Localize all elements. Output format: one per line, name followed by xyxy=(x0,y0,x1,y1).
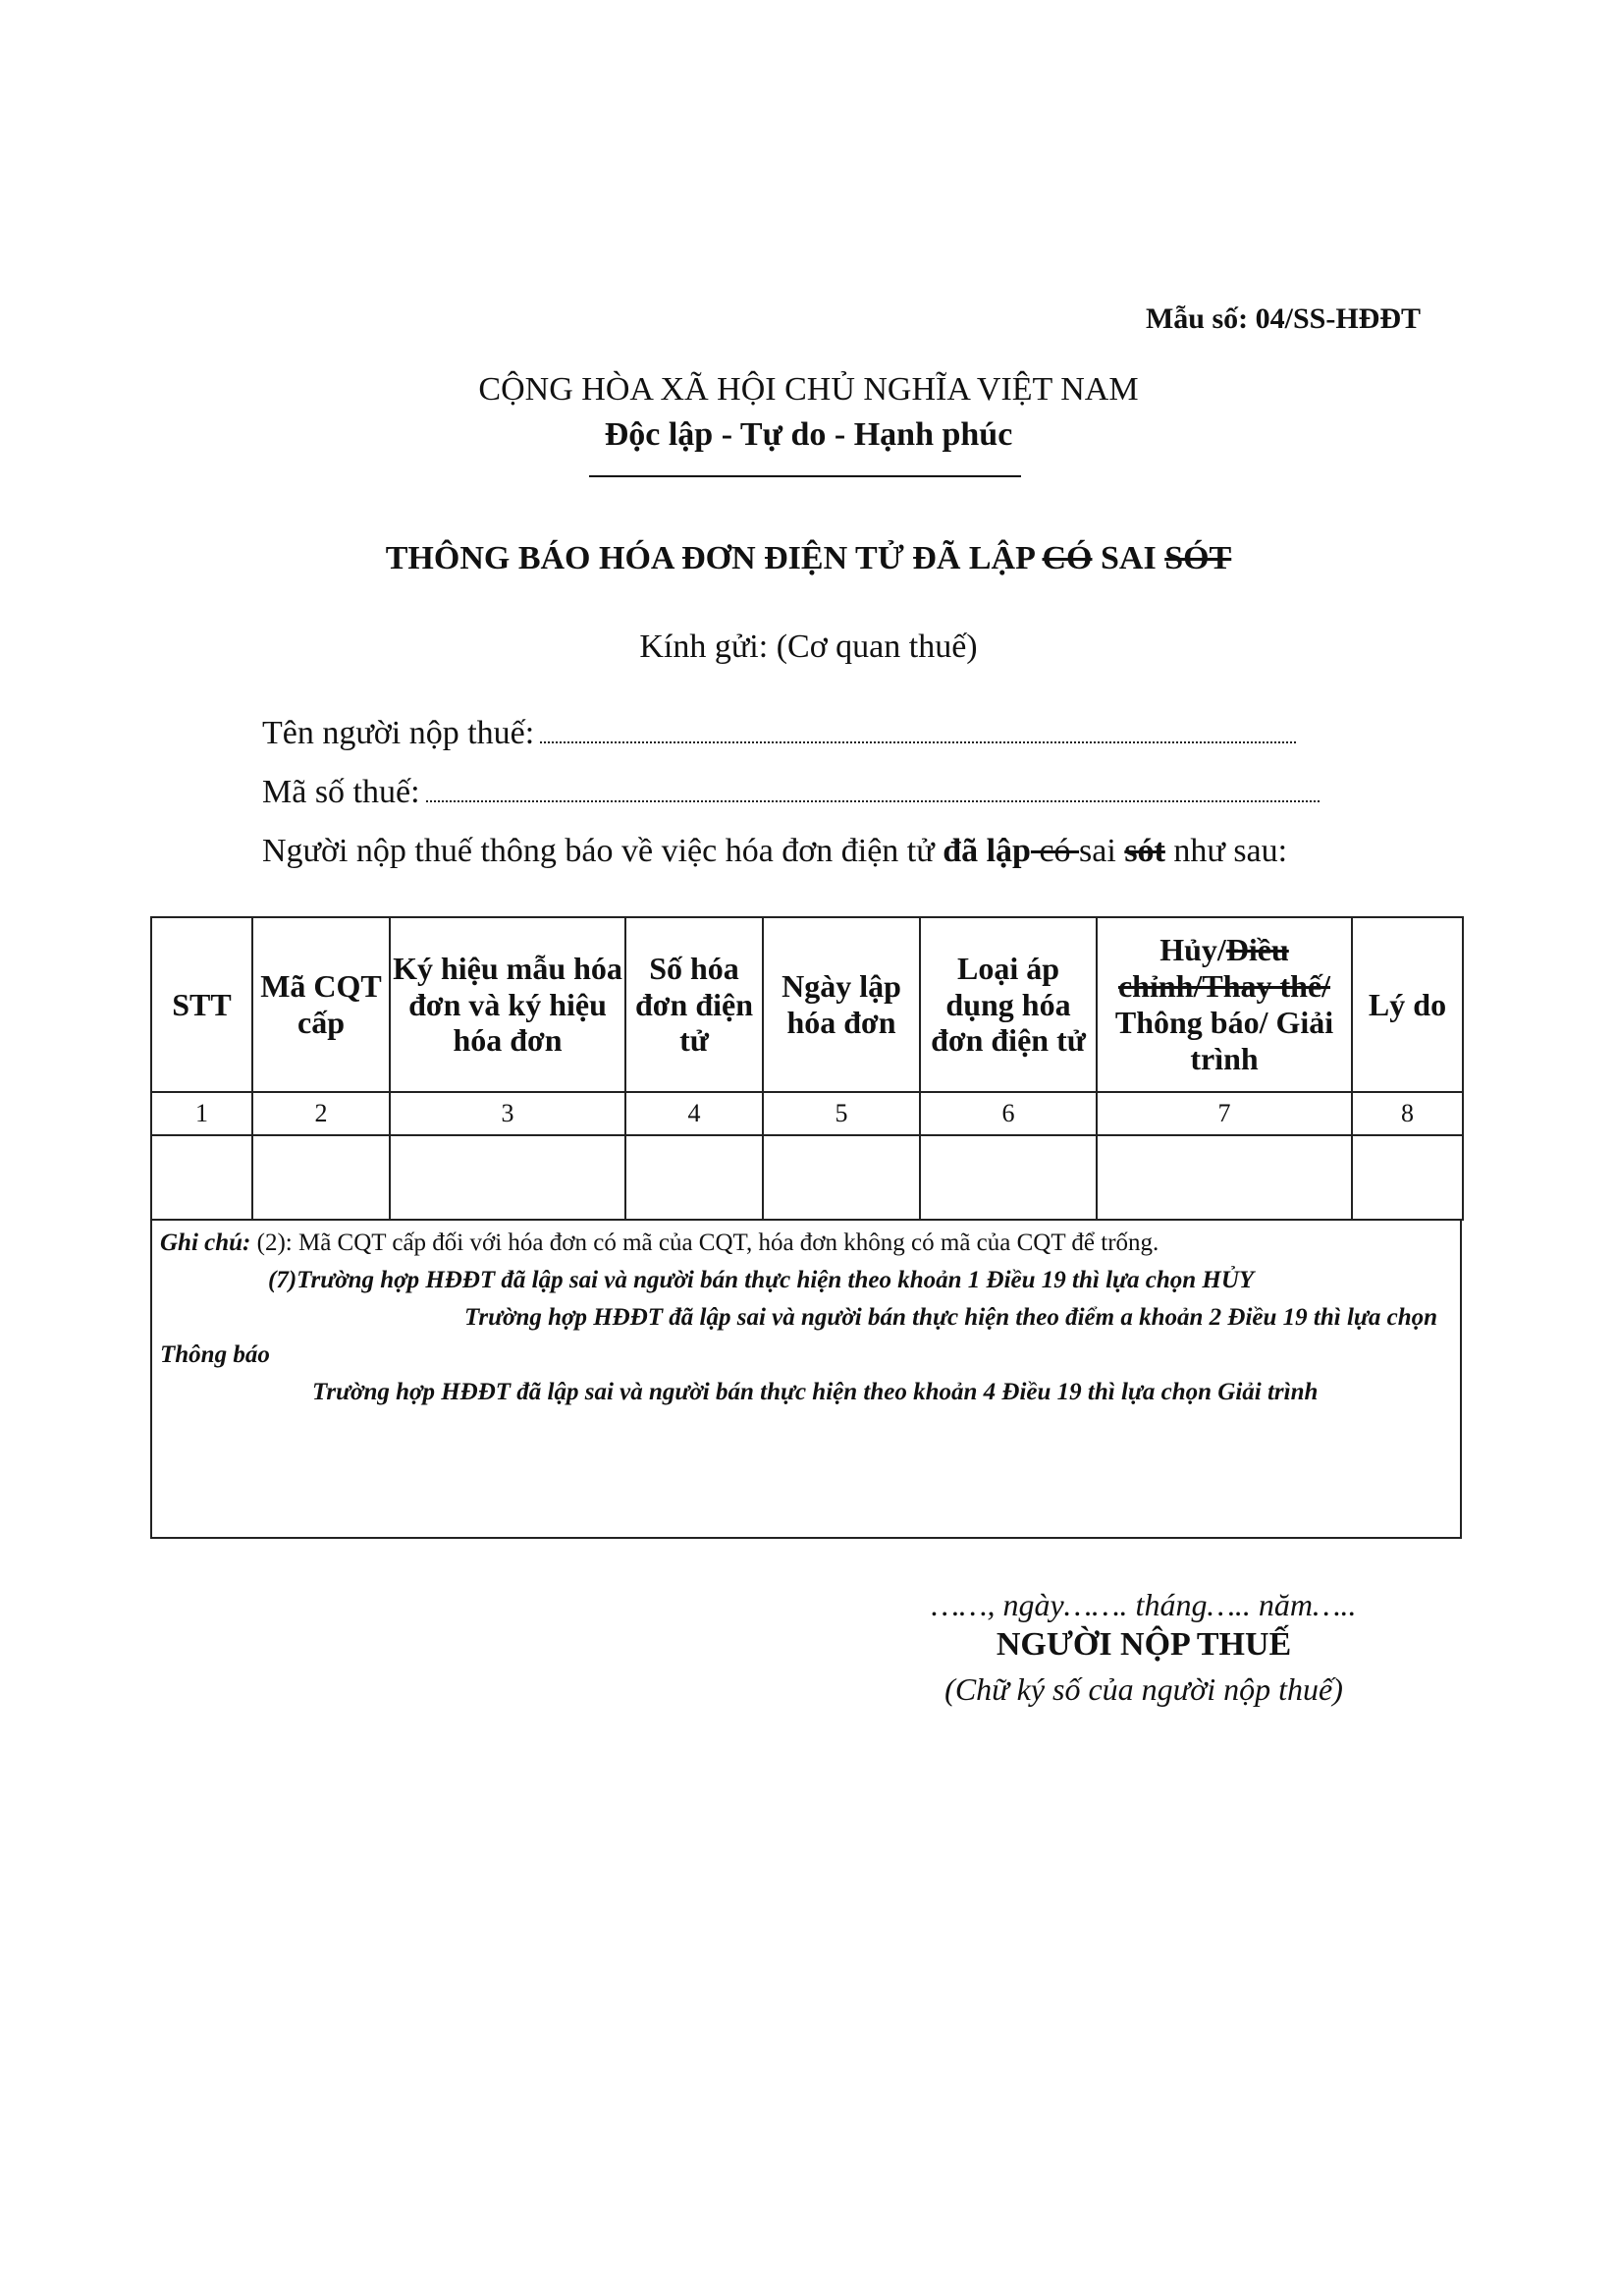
header-ngay-lap: Ngày lập hóa đơn xyxy=(763,917,920,1092)
taxpayer-name-field xyxy=(262,715,1296,752)
col-number: 1 xyxy=(151,1092,252,1135)
header-ma-cqt: Mã CQT cấp xyxy=(252,917,390,1092)
note-line-4 xyxy=(160,1374,1456,1411)
note-line-2: (7)Trường hợp HĐĐT đã lập sai và người bán thực hiện theo khoản 1 Điều 19 thì lựa chọn HỦY xyxy=(268,1267,1255,1293)
table-row xyxy=(151,1135,1463,1220)
table-cell[interactable] xyxy=(1097,1135,1352,1220)
col-number: 3 xyxy=(390,1092,625,1135)
note3-text: Trường hợp HĐĐT đã lập sai và người bán thực hiện theo điểm a khoản 2 Điều 19 thì lựa chọn Thông báo xyxy=(160,1304,1438,1368)
signature-date: ……, ngày……. tháng….. năm….. xyxy=(931,1587,1357,1622)
note-line-1 xyxy=(160,1225,1456,1262)
notes-box xyxy=(150,1221,1462,1539)
header-ky-hieu: Ký hiệu mẫu hóa đơn và ký hiệu hóa đơn xyxy=(390,917,625,1092)
intro-line xyxy=(262,833,1287,870)
intro-part1: Người nộp thuế thông báo về việc hóa đơn điện tử xyxy=(262,833,943,869)
title-strike1: CÓ xyxy=(1042,540,1093,576)
intro-bold: đã lập xyxy=(943,833,1031,869)
table-cell[interactable] xyxy=(1352,1135,1463,1220)
document-title xyxy=(0,540,1617,577)
table-cell[interactable] xyxy=(252,1135,390,1220)
header-stt: STT xyxy=(151,917,252,1092)
header-loai: Loại áp dụng hóa đơn điện tử xyxy=(920,917,1097,1092)
national-title: CỘNG HÒA XÃ HỘI CHỦ NGHĨA VIỆT NAM xyxy=(478,371,1139,408)
signature-note: (Chữ ký số của người nộp thuế) xyxy=(944,1671,1343,1707)
tax-code-label: Mã số thuế: xyxy=(262,774,420,810)
table-cell[interactable] xyxy=(763,1135,920,1220)
header-action-strike: Điều chỉnh/Thay thế/ xyxy=(1117,932,1331,1005)
table-cell[interactable] xyxy=(920,1135,1097,1220)
tax-code-dots xyxy=(426,799,1320,802)
table-cell[interactable] xyxy=(151,1135,252,1220)
intro-part2: sai xyxy=(1079,833,1125,869)
header-action-part1: Hủy/ xyxy=(1159,932,1226,968)
title-strike2: SÓT xyxy=(1164,540,1232,576)
intro-strike2: sót xyxy=(1124,833,1165,869)
taxpayer-name-label: Tên người nộp thuế: xyxy=(262,715,535,751)
col-number: 2 xyxy=(252,1092,390,1135)
table-header-row xyxy=(151,917,1463,1092)
recipient-line: Kính gửi: (Cơ quan thuế) xyxy=(639,629,978,665)
header-action-part2: Thông báo/ Giải trình xyxy=(1114,1005,1334,1076)
col-number: 8 xyxy=(1352,1092,1463,1135)
header-ly-do: Lý do xyxy=(1352,917,1463,1092)
note1-text: (2): Mã CQT cấp đối với hóa đơn có mã của CQT, hóa đơn không có mã của CQT để trống. xyxy=(250,1230,1159,1256)
tax-code-field xyxy=(262,774,1320,811)
signature-role: NGƯỜI NỘP THUẾ xyxy=(996,1626,1292,1663)
col-number: 7 xyxy=(1097,1092,1352,1135)
national-motto: Độc lập - Tự do - Hạnh phúc xyxy=(604,416,1013,453)
col-number: 5 xyxy=(763,1092,920,1135)
table-cell[interactable] xyxy=(390,1135,625,1220)
form-code: Mẫu số: 04/SS-HĐĐT xyxy=(1145,302,1421,335)
intro-strike: có xyxy=(1030,833,1080,869)
notes-label: Ghi chú: xyxy=(160,1230,251,1256)
invoice-table xyxy=(150,916,1464,1221)
motto-underline xyxy=(589,475,1021,477)
table-number-row xyxy=(151,1092,1463,1135)
col-number: 6 xyxy=(920,1092,1097,1135)
title-part1: THÔNG BÁO HÓA ĐƠN ĐIỆN TỬ ĐÃ LẬP xyxy=(385,540,1043,576)
title-part2: SAI xyxy=(1092,540,1165,576)
table-cell[interactable] xyxy=(625,1135,763,1220)
note4-text: Trường hợp HĐĐT đã lập sai và người bán thực hiện theo khoản 4 Điều 19 thì lựa chọn Giải trình xyxy=(312,1379,1319,1405)
note-line-3 xyxy=(160,1299,1456,1374)
intro-part3: như sau: xyxy=(1164,833,1288,869)
col-number: 4 xyxy=(625,1092,763,1135)
taxpayer-name-dots xyxy=(540,740,1296,743)
header-so-hoa-don: Số hóa đơn điện tử xyxy=(625,917,763,1092)
header-action xyxy=(1097,917,1352,1092)
